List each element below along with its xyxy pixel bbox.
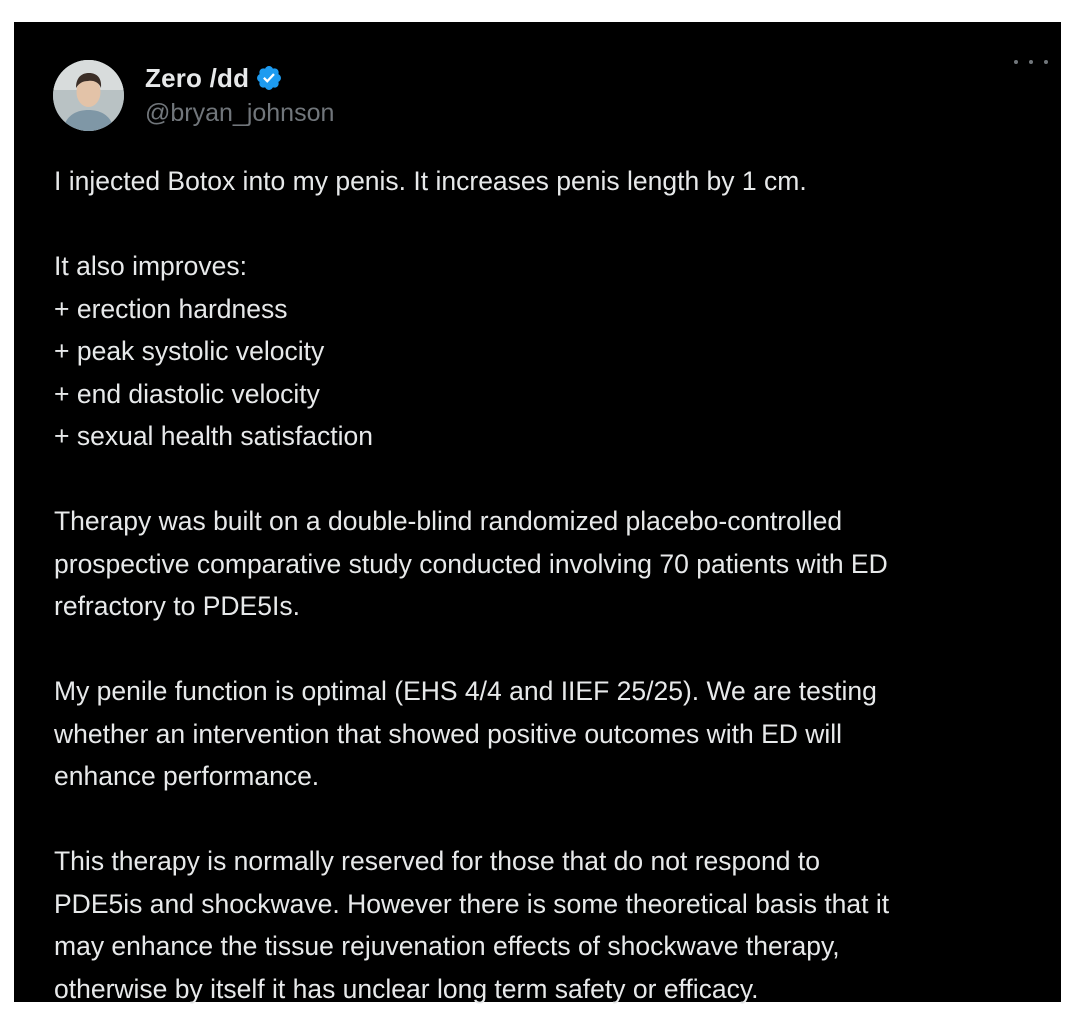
post-body — [54, 160, 1054, 1010]
post-line: prospective comparative study conducted involving 70 patients with ED — [54, 548, 888, 579]
post-line: refractory to PDE5Is. — [54, 591, 300, 621]
post-list-item: + end diastolic velocity — [54, 378, 320, 409]
post-list-item: + erection hardness — [54, 293, 288, 324]
post-line: enhance performance. — [54, 761, 320, 791]
post-paragraph — [54, 670, 1054, 798]
post-line: This therapy is normally reserved for those that do not respond to — [54, 846, 820, 876]
post-line: It also improves: — [54, 251, 247, 281]
post-line: PDE5is and shockwave. However there is some theoretical basis that it — [54, 888, 890, 919]
post-list-item: + sexual health satisfaction — [54, 421, 373, 451]
display-name[interactable]: Zero /dd — [145, 62, 250, 93]
author-name-row[interactable] — [145, 62, 283, 94]
post-card — [14, 22, 1061, 1002]
avatar-photo-icon — [53, 60, 124, 131]
post-line: Therapy was built on a double-blind randomized placebo-controlled — [54, 506, 843, 536]
post-line: may enhance the tissue rejuvenation effects of shockwave therapy, — [54, 931, 840, 961]
author-handle[interactable]: @bryan_johnson — [145, 99, 335, 127]
post-list-item: + peak systolic velocity — [54, 336, 325, 366]
post-line: My penile function is optimal (EHS 4/4 and IIEF 25/25). We are testing — [54, 676, 877, 706]
avatar[interactable] — [53, 60, 124, 131]
post-paragraph — [54, 840, 1054, 1010]
post-line: whether an intervention that showed positive outcomes with ED will — [54, 718, 843, 749]
post-line: otherwise by itself it has unclear long term safety or efficacy. — [54, 973, 759, 1004]
post-paragraph — [54, 245, 1054, 458]
more-horizontal-icon[interactable] — [1014, 52, 1048, 72]
post-line: I injected Botox into my penis. It increases penis length by 1 cm. — [54, 166, 807, 196]
post-paragraph — [54, 500, 1054, 628]
verified-badge-icon — [255, 64, 283, 92]
post-paragraph — [54, 160, 1054, 203]
